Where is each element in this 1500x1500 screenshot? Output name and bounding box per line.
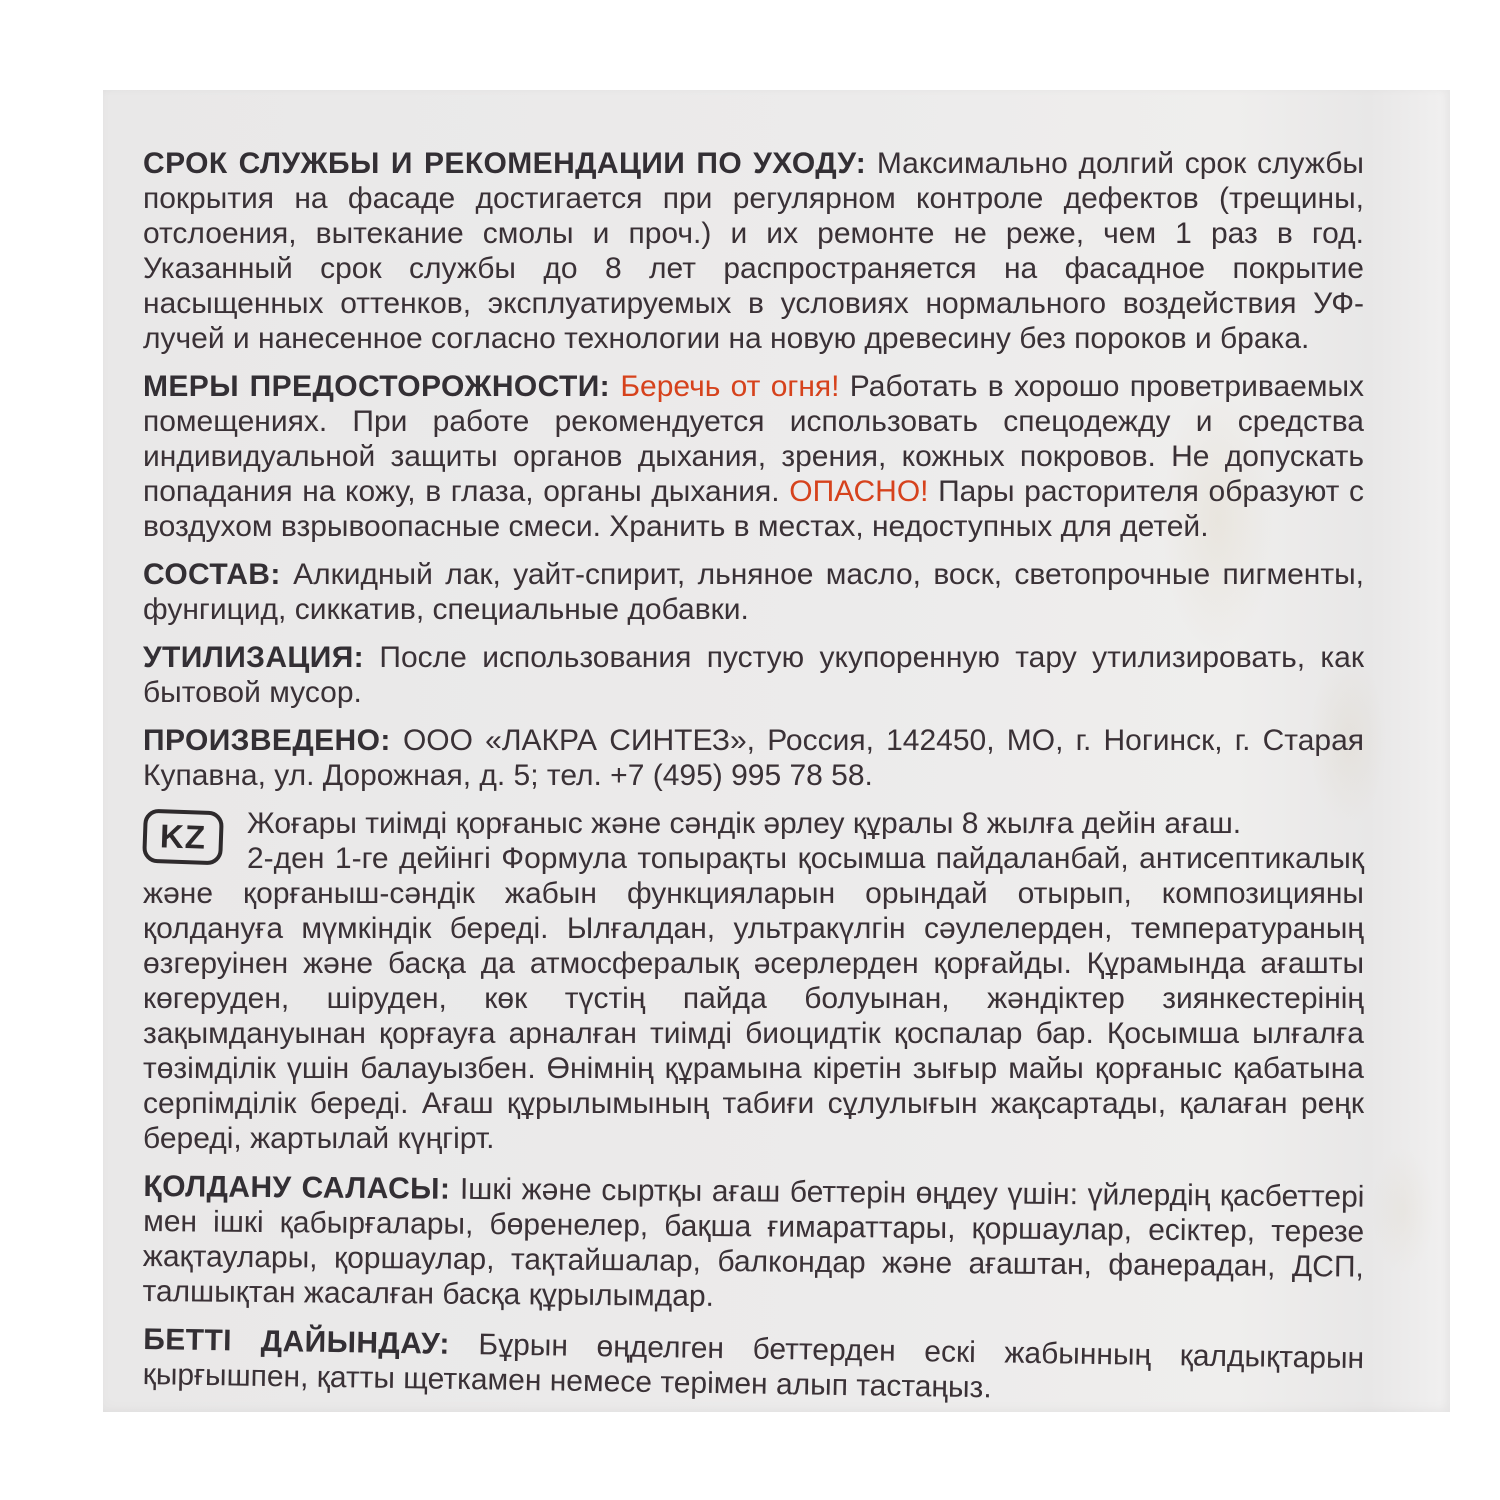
precautions-body-1: Работать в хорошо проветриваемых помещениях. При работе рекомендуется использовать спецодежду и средства индивидуальной защиты органов дыхания, зрения, кожных покровов. Не допускать попадания на кожу, в глаза, органы дыхания.: [143, 370, 1364, 508]
service-life-heading: СРОК СЛУЖБЫ И РЕКОМЕНДАЦИИ ПО УХОДУ:: [143, 147, 867, 180]
label-text-content: [143, 146, 1364, 1405]
section-application: [142, 1169, 1364, 1320]
precautions-heading: МЕРЫ ПРЕДОСТОРОЖНОСТИ:: [143, 370, 611, 403]
section-disposal: [143, 640, 1364, 710]
disposal-body: После использования пустую укупоренную тару утилизировать, как бытовой мусор.: [143, 641, 1364, 709]
kz-intro-line: Жоғары тиімді қорғаныс және сәндік әрлеу құралы 8 жылға дейін ағаш.: [247, 807, 1242, 840]
disposal-heading: УТИЛИЗАЦИЯ:: [143, 641, 365, 674]
composition-heading: СОСТАВ:: [143, 558, 281, 591]
product-label: [103, 90, 1450, 1412]
composition-body: Алкидный лак, уайт-спирит, льняное масло, воск, светопрочные пигменты, фунгицид, сиккатив, специальные добавки.: [143, 558, 1364, 626]
application-heading: ҚОЛДАНУ САЛАСЫ:: [143, 1170, 451, 1206]
danger-warning-text: ОПАСНО!: [789, 475, 929, 508]
application-body: Ішкі және сыртқы ағаш беттерін өңдеу үшін: үйлердің қасбеттері мен ішкі қабырғалары, бөренелер, бақша ғимараттары, қоршаулар, есіктер, терезе жақтаулары, қоршаулар, тақтайшалар, балкондар және ағаштан, фанерадан, ДСП, талшықтан жасалған басқа құрылымдар.: [142, 1172, 1365, 1313]
kz-body: 2-ден 1-ге дейінгі Формула топырақты қосымша пайдаланбай, антисептикалық және қорғаныш-сәндік жабын функцияларын орындай отырып, композицияны қолдануға мүмкіндік береді. Ылғалдан, ультракүлгін сәулелерден, температураның өзгеруінен және басқа да атмосфералық әсерлерден қорғайды. Құрамында ағашты көгеруден, шіруден, көк түстің пайда болуынан, жәндіктер зиянкестерінің зақымдануынан қорғауға арналған тиімді биоцидтік қоспалар бар. Қосымша ылғалға төзімділік үшін балауызбен. Өнімнің құрамына кіретін зығыр майы қорғаныс қабатына серпімділік береді. Ағаш құрылымының табиғи сұлулығын жақсартады, қалаған реңк береді, жартылай күңгірт.: [143, 842, 1364, 1155]
surface-prep-heading: БЕТТІ ДАЙЫНДАУ:: [143, 1323, 451, 1361]
manufacturer-body: ООО «ЛАКРА СИНТЕЗ», Россия, 142450, МО, г. Ногинск, г. Старая Купавна, ул. Дорожная, д. 5; тел. +7 (495) 995 78 58.: [143, 724, 1365, 792]
section-surface-prep: [142, 1322, 1364, 1411]
service-life-body: Максимально долгий срок службы покрытия на фасаде достигается при регулярном контроле дефектов (трещины, отслоения, вытекание смолы и проч.) и их ремонте не реже, чем 1 раз в год. Указанный срок службы до 8 лет распространяется на фасадное покрытие насыщенных оттенков, эксплуатируемых в условиях нормального воздействия УФ-лучей и нанесенное согласно технологии на новую древесину без пороков и брака.: [143, 147, 1364, 355]
fire-warning-text: Беречь от огня!: [620, 370, 840, 403]
section-precautions: [143, 369, 1364, 544]
kz-country-badge: KZ: [142, 809, 224, 866]
section-composition: [143, 557, 1364, 627]
section-service-life: [143, 146, 1364, 356]
precautions-body-2: Пары расторителя образуют с воздухом взрывоопасные смеси. Хранить в местах, недоступных для детей.: [143, 475, 1365, 543]
section-manufacturer: [143, 723, 1364, 793]
section-kz-description: [143, 806, 1364, 1156]
manufacturer-heading: ПРОИЗВЕДЕНО:: [143, 724, 391, 757]
surface-prep-body: Бұрын өңделген беттерден ескі жабынның қалдықтарын қырғышпен, қатты щеткамен немесе терімен алып тастаңыз.: [142, 1328, 1365, 1405]
